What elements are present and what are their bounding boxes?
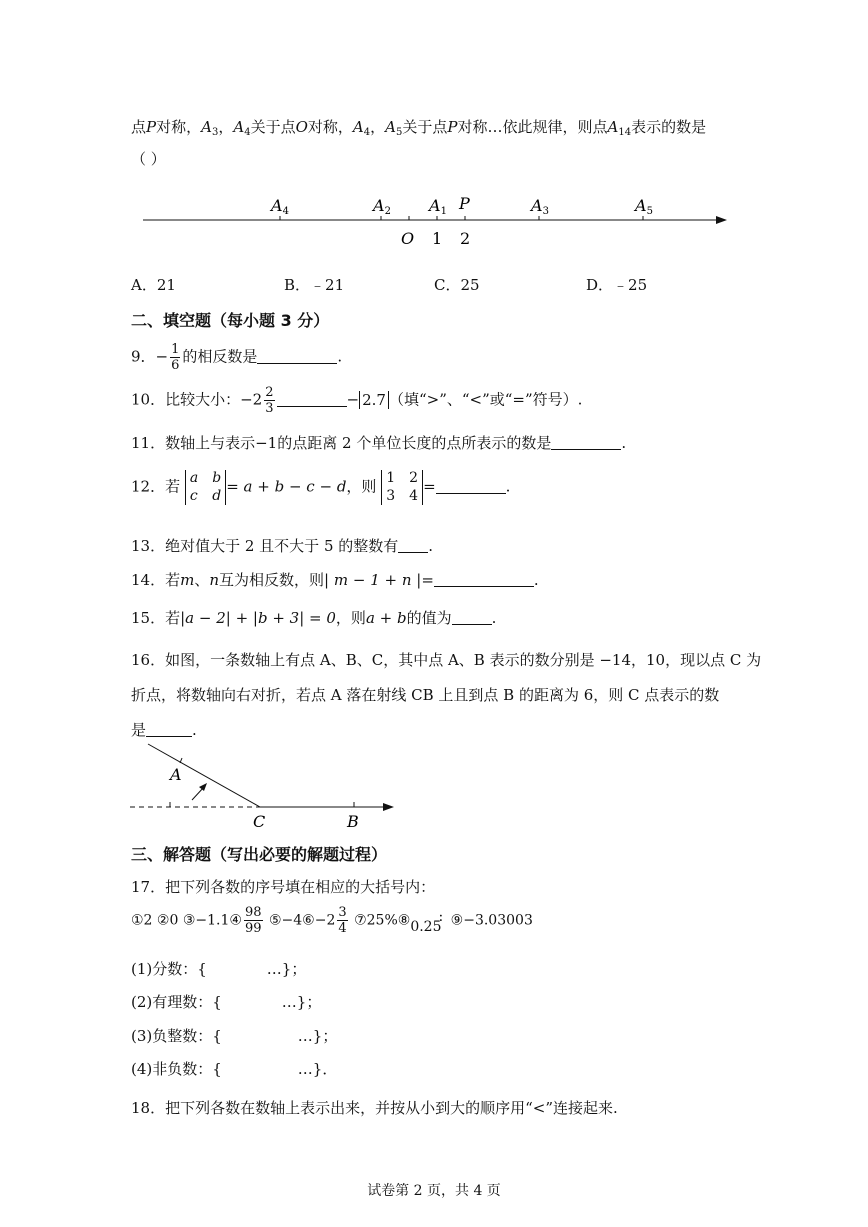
option-d: D．﹣25	[586, 276, 648, 294]
section-2-heading: 二、填空题（每小题 3 分）	[131, 311, 330, 330]
q17-part-3: (3)负整数：{ …}；	[131, 1027, 338, 1045]
q17-part-4: (4)非负数：{ …}．	[131, 1060, 338, 1078]
q13: 13．绝对值大于 2 且不大于 5 的整数有 .	[131, 537, 434, 555]
label-a2: A2	[373, 196, 391, 217]
option-a: A．21	[131, 276, 176, 294]
section-3-heading: 三、解答题（写出必要的解题过程）	[131, 845, 388, 864]
page-footer: 试卷第 2 页，共 4 页	[367, 1183, 501, 1199]
label-a5: A5	[635, 196, 653, 217]
q14: 14．若m、n互为相反数，则| m − 1 + n |= .	[131, 571, 539, 589]
q10: 10．比较大小：−2 $\frac{2}{3}$ − 2.7 （填“>”、“<”或“=”符号）.	[131, 385, 583, 416]
tick-o: O	[401, 229, 415, 248]
label-p: P	[459, 194, 470, 213]
label-a3: A3	[531, 196, 549, 217]
option-c: C．25	[434, 276, 480, 294]
q17-part-1: (1)分数：{ …}；	[131, 960, 307, 978]
determinant-1234: 1 2 3 4	[381, 470, 423, 505]
q8-answer-paren: （ ）	[131, 150, 166, 168]
q16-figure	[126, 738, 416, 833]
q8-line: 点P对称，$A_3$，$A_4$关于点O对称，$A_4$，$A_5$关于点P对称…依此规律，则点$A_{14}$表示的数是	[131, 118, 707, 138]
q11: 11．数轴上与表示−1的点距离 2 个单位长度的点所表示的数是 .	[131, 434, 627, 452]
q9: 9．− $\frac{1}{6}$ 的相反数是 .	[131, 342, 343, 373]
q16-line-2: 折点，将数轴向右对折，若点 A 落在射线 CB 上且到点 B 的距离为 6，则 C 点表示的数	[131, 686, 720, 704]
fig-label-c: C	[253, 812, 266, 831]
tick-1: 1	[432, 229, 443, 248]
option-b: B．﹣21	[284, 276, 345, 294]
tick-2: 2	[460, 229, 471, 248]
fig-label-a: A	[170, 765, 182, 784]
q15: 15．若|a − 2| + |b + 3| = 0，则a + b的值为 .	[131, 609, 497, 627]
q8-number-line	[135, 190, 735, 250]
q16-line-1: 16．如图，一条数轴上有点 A、B、C，其中点 A、B 表示的数分别是 −14，10，现以点 C 为	[131, 651, 762, 669]
label-a4: A4	[271, 196, 289, 217]
label-a1: A1	[429, 196, 447, 217]
q17-stem: 17．把下列各数的序号填在相应的大括号内：	[131, 878, 436, 896]
q16-line-3: 是 .	[131, 721, 197, 739]
q12: 12．若 a b c d = a + b − c − d，则 1 2 3 4 = .	[131, 470, 511, 504]
determinant-abcd: a b c d	[185, 470, 226, 505]
q18-stem: 18．把下列各数在数轴上表示出来，并按从小到大的顺序用“<”连接起来.	[131, 1099, 618, 1117]
fig-label-b: B	[347, 812, 359, 831]
q17-items: ①2 ②0 ③−1.1④ $\frac{98}{99}$ ⑤−4⑥−2 $\frac{3}{4}$ ⑦25%⑧0.25: ⑨−3.03003	[131, 905, 533, 936]
q17-part-2: (2)有理数：{ …}；	[131, 993, 322, 1011]
